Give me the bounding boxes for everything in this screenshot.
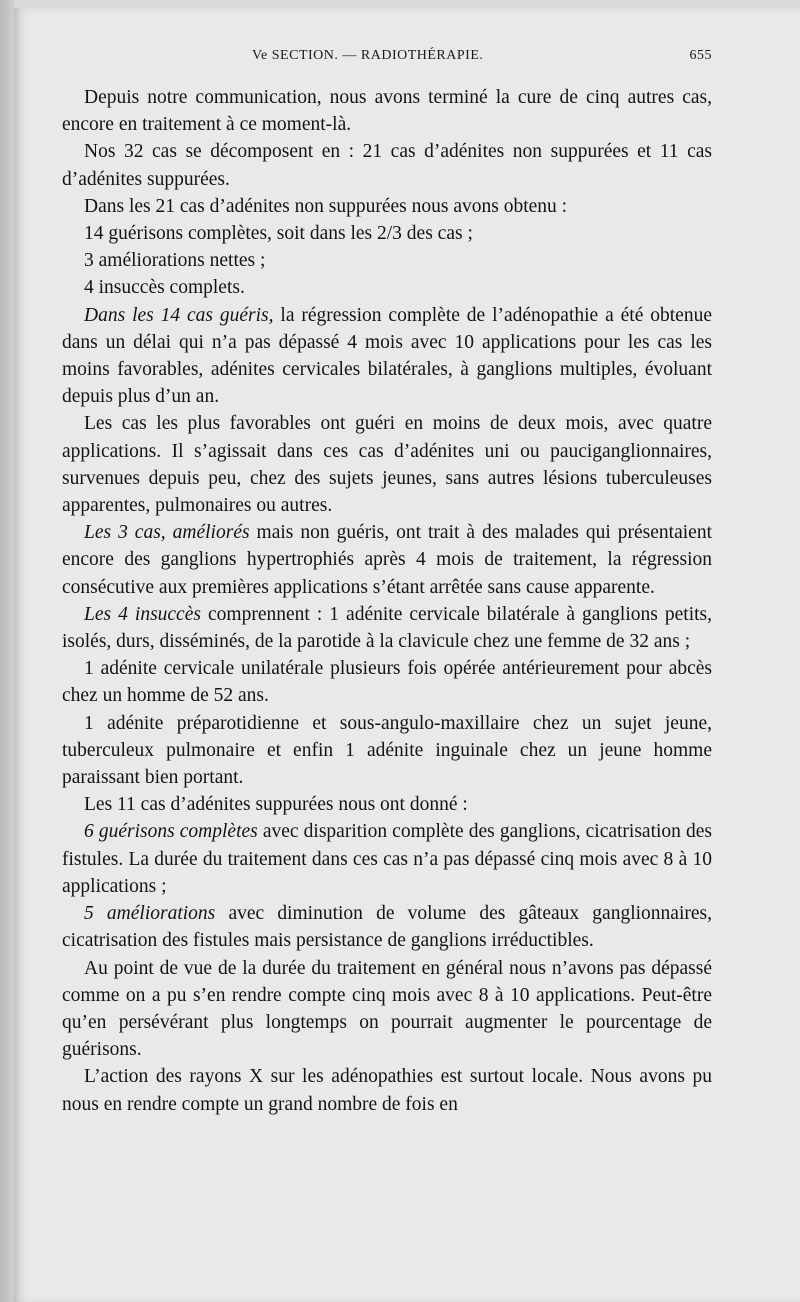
paragraph-improved-cases: Les 3 cas, améliorés mais non guéris, ont trait à des malades qui présentaient encore des ganglions hypertrophiés après 4 mois de traitement, la régression consécutive aux premières applications s’étant arrêtée sans cause apparente. (62, 522, 712, 598)
paragraph-complete-cures: 14 guérisons complètes, soit dans les 2/3 des cas ; (84, 223, 473, 245)
lead-suppurated-improvements: 5 améliorations (84, 903, 216, 925)
lead-improved-cases: Les 3 cas, améliorés (84, 522, 250, 544)
paragraph-suppurated-results: Les 11 cas d’adénites suppurées nous ont donné : (84, 794, 468, 816)
lead-failed-cases: Les 4 insuccès (84, 603, 201, 625)
paragraph-failed-cases: Les 4 insuccès comprennent : 1 adénite cervicale bilatérale à ganglions petits, isolés, durs, disséminés, de la parotide à la clavicule chez une femme de 32 ans ; (62, 603, 712, 653)
paragraph-unilateral-case: 1 adénite cervicale unilatérale plusieurs fois opérée antérieurement pour abcès chez un homme de 52 ans. (62, 658, 712, 707)
lead-suppurated-cures: 6 guérisons complètes (84, 821, 258, 843)
paragraph-improvements: 3 améliorations nettes ; (84, 250, 266, 272)
paragraph-suppurated-improvements: 5 améliorations avec diminution de volume des gâteaux ganglionnaires, cicatrisation des fistules mais persistance de ganglions irréductibles. (62, 903, 712, 952)
paragraph-xray-action: L’action des rayons X sur les adénopathies est surtout locale. Nous avons pu nous en rendre compte un grand nombre de fois en (62, 1066, 712, 1115)
lead-cured-cases: Dans les 14 cas guéris, (84, 304, 274, 326)
running-header (62, 48, 712, 70)
section-title: Ve SECTION. — RADIOTHÉRAPIE. (252, 48, 484, 63)
paragraph-treatment-duration: Au point de vue de la durée du traitement en général nous n’avons pas dépassé comme on a pu s’en rendre compte cinq mois avec 8 à 10 applications. Peut-être qu’en persévérant plus longtemps on pourrait augmenter le pourcentage de guérisons. (62, 957, 712, 1061)
page-body (62, 84, 712, 1118)
paragraph-case-breakdown: Nos 32 cas se décomposent en : 21 cas d’adénites non suppurées et 11 cas d’adénites suppurées. (62, 141, 712, 190)
paragraph-non-suppurated-results: Dans les 21 cas d’adénites non suppurées nous avons obtenu : (84, 195, 568, 217)
paragraph-cure-completed: Depuis notre communication, nous avons terminé la cure de cinq autres cas, encore en traitement à ce moment-là. (62, 87, 712, 136)
paragraph-suppurated-cures: 6 guérisons complètes avec disparition complète des ganglions, cicatrisation des fistules. La durée du traitement dans ces cas n’a pas dépassé cinq mois avec 8 à 10 applications ; (62, 821, 713, 897)
binding-shadow (0, 0, 14, 1302)
page-number: 655 (689, 48, 712, 63)
paragraph-preparotid-case: 1 adénite préparotidienne et sous-angulo-maxillaire chez un sujet jeune, tuberculeux pulmonaire et enfin 1 adénite inguinale chez un jeune homme paraissant bien portant. (62, 712, 712, 789)
paragraph-favorable-cases: Les cas les plus favorables ont guéri en moins de deux mois, avec quatre applications. Il s’agissait dans ces cas d’adénites uni ou pauciganglionnaires, survenues depuis peu, chez des sujets jeunes, sans autres lésions tuberculeuses apparentes, pulmonaires ou autres. (62, 413, 712, 517)
paragraph-cured-cases: Dans les 14 cas guéris, la régression complète de l’adénopathie a été obtenue dans un délai qui n’a pas dépassé 4 mois avec 10 applications pour les cas les moins favorables, adénites cervicales bilatérales, à ganglions multiples, évoluant depuis plus d’un an. (62, 304, 712, 408)
paragraph-failures: 4 insuccès complets. (84, 277, 245, 299)
